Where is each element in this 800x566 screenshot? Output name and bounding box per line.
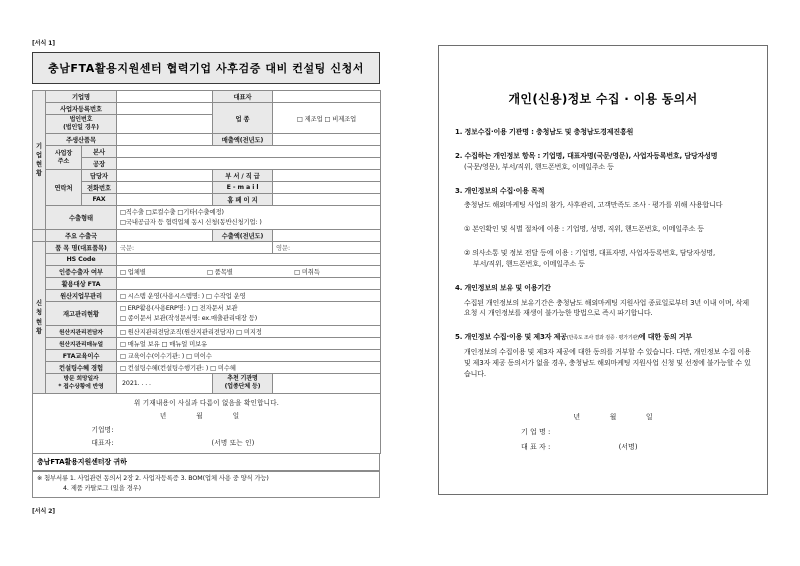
clause-5-head <box>455 332 751 343</box>
label-origin-officer: 원산지관리전담자 <box>46 325 117 337</box>
label-company-name: 기업명 <box>46 91 117 103</box>
consulting-history-options[interactable]: □ 컨설팅수혜(컨설팅수행기관: ) □ 미수혜 <box>120 364 236 372</box>
clause-3-head: 3. 개인정보의 수집·이용 목적 <box>455 186 545 195</box>
clause-4-body: 수집된 개인정보의 보유기간은 충청남도 해외마케팅 지원사업 종료일로부터 3년 이내 이며, 삭제 요청 시 개인정보를 재생이 불가능한 방법으로 즉시 파기합니다. <box>464 298 749 318</box>
label-visit-date: 방문 희망일자 * 접수상황에 반영 <box>46 373 117 393</box>
company-name-label: 기업명: <box>91 425 114 434</box>
input-manager[interactable] <box>117 170 213 182</box>
ce-option-1[interactable]: □ 업체별 <box>120 269 146 277</box>
confirm-text: 위 기재내용이 사실과 다름이 없음을 확인합니다. <box>133 398 280 407</box>
table-row <box>33 373 381 393</box>
date-line: 년 월 일 <box>159 412 254 421</box>
origin-mgmt-options[interactable]: □ 시스템 운영(사용시스템명: ) □ 수작업 운영 <box>120 293 246 301</box>
label-revenue: 매출액(전년도) <box>213 134 273 146</box>
consent-year: 년 <box>573 412 581 421</box>
form-tag-bottom: [서식 2] <box>32 508 55 516</box>
section-label-application: 신청현황 <box>33 242 46 394</box>
label-dept-position: 부 서 / 직 급 <box>213 170 273 182</box>
checkbox-group-export-type[interactable] <box>117 206 381 230</box>
label-hq: 본사 <box>82 146 117 158</box>
company-name-blank[interactable] <box>212 424 322 438</box>
label-inventory-mgmt: 재고관리현황 <box>46 302 117 326</box>
input-recommend-org[interactable] <box>273 373 381 393</box>
clause-3-body: 충청남도 해외마케팅 사업의 참가, 사후관리, 고객만족도 조사 · 평가를 위해 사용합니다 <box>464 201 723 210</box>
label-origin-mgmt: 원산지업무관리 <box>46 290 117 302</box>
label-certified-exporter: 인증수출자 여부 <box>46 266 117 278</box>
consent-clause-3 <box>455 186 751 212</box>
table-row <box>33 242 381 254</box>
label-industry: 업 종 <box>213 103 273 134</box>
table-row <box>33 134 381 146</box>
checkbox-group-consulting-history[interactable] <box>117 361 381 373</box>
table-row <box>33 158 381 170</box>
confirmation-block <box>33 394 380 453</box>
item-eng-label: 영문: <box>276 245 291 253</box>
rep-sign-row <box>33 437 380 451</box>
table-row <box>33 194 381 206</box>
input-fax[interactable] <box>117 194 213 206</box>
item-2-head: ② 의사소통 및 정보 전달 등에 이용 : 기업명, 대표자명, 사업자등록번호, 담당자성명, <box>464 249 716 258</box>
table-row <box>33 349 381 361</box>
table-row <box>33 230 381 242</box>
label-fax: FAX <box>82 194 117 206</box>
clause-4-head: 4. 개인정보의 보유 및 이용기간 <box>455 283 551 292</box>
consent-rep-label: 대 표 자 : <box>521 443 551 452</box>
label-origin-manual: 원산지관리매뉴얼 <box>46 337 117 349</box>
table-row <box>33 91 381 103</box>
item-kor-label: 국문: <box>120 245 135 253</box>
ce-option-2[interactable]: □ 품목별 <box>207 269 233 277</box>
input-target-fta[interactable] <box>117 278 381 290</box>
export-type-line1[interactable]: □직수출 □로컬수출 □기타(수출예정) <box>120 209 224 217</box>
input-corp-no[interactable] <box>117 115 213 134</box>
consent-clause-4 <box>455 283 751 320</box>
input-revenue[interactable] <box>273 134 381 146</box>
consent-rep-row <box>455 440 751 455</box>
consent-date-row <box>455 410 751 425</box>
consent-item-1 <box>455 224 751 235</box>
input-biz-reg-no[interactable] <box>117 103 213 115</box>
input-export-amount[interactable] <box>273 230 381 242</box>
label-consulting-history: 컨설팅수혜 경험 <box>46 361 117 373</box>
input-email[interactable] <box>273 182 381 194</box>
table-row <box>33 103 381 115</box>
company-sign-row <box>33 424 380 438</box>
clause-5-head-b: 에 대한 동의 거부 <box>638 333 693 342</box>
consent-signature-block <box>455 410 751 456</box>
label-export-type: 수출형태 <box>46 206 117 230</box>
input-main-product[interactable] <box>117 134 213 146</box>
clause-5-head-small: (만족도 조사 결과 검증 · 평가기관) <box>566 335 639 342</box>
clause-2-head: 2. 수집하는 개인정보 항목 : 기업명, 대표자명(국문/영문), 사업자등록번호, 담당자성명 <box>455 151 718 160</box>
form-tag-top: [서식 1] <box>32 40 55 47</box>
label-fta-education: FTA교육이수 <box>46 349 117 361</box>
table-row <box>33 361 381 373</box>
fta-education-options[interactable]: □ 교육이수(이수기관: ) □ 미이수 <box>120 352 212 360</box>
item-2-body: 부서/직위, 핸드폰번호, 이메일주소 등 <box>473 259 585 268</box>
label-export-amount: 수출액(전년도) <box>213 230 273 242</box>
clause-1-head: 1. 정보수집·이용 기관명 : 충청남도 및 충청남도경제진흥원 <box>455 128 634 136</box>
consent-clause-5 <box>455 332 751 379</box>
label-main-product: 주생산품목 <box>46 134 117 146</box>
consent-month: 월 <box>609 412 617 421</box>
table-row <box>33 182 381 194</box>
industry-options[interactable]: □ 제조업 □ 비제조업 <box>296 115 357 123</box>
input-visit-date[interactable] <box>117 373 213 393</box>
visit-date-value[interactable]: 2021. . . . <box>122 379 151 387</box>
label-contact: 연락처 <box>46 170 82 206</box>
label-address: 사업장 주소 <box>46 146 82 170</box>
table-row <box>33 146 381 158</box>
input-hs-code[interactable] <box>117 254 381 266</box>
clause-5-head-a: 5. 개인정보 수집·이용 및 제3자 제공 <box>455 333 567 342</box>
section-label-company: 기업현황 <box>33 91 46 230</box>
label-email: E - m a i l <box>213 182 273 194</box>
table-row <box>33 206 381 230</box>
label-main-export-country: 주요 수출국 <box>46 230 117 242</box>
recipient-box <box>32 454 380 471</box>
table-row <box>33 170 381 182</box>
attach-line-2: 4. 제품 카탈로그 (있을 경우) <box>63 485 141 493</box>
label-hs-code: HS Code <box>46 254 117 266</box>
table-row <box>33 290 381 302</box>
table-row <box>33 325 381 337</box>
attach-line-1: ※ 첨부서류 1. 사업관련 동의서 2장 2. 사업자등록증 3. BOM(업체 사용 중 양식 가능) <box>37 475 269 482</box>
input-dept-position[interactable] <box>273 170 381 182</box>
application-form-table <box>32 90 381 454</box>
label-recommend-org: 추천 기관명 (업종단체 등) <box>213 373 273 393</box>
input-company-name[interactable] <box>117 91 213 103</box>
input-phone[interactable] <box>117 182 213 194</box>
checkbox-group-origin-officer[interactable] <box>117 325 381 337</box>
table-row <box>33 337 381 349</box>
export-type-line2[interactable]: □국내공급자 등 협력업체 동시 신청(동반신청기업: ) <box>120 218 262 226</box>
table-row <box>33 254 381 266</box>
table-row <box>33 302 381 326</box>
input-homepage[interactable] <box>273 194 381 206</box>
table-row <box>33 393 381 453</box>
consent-day: 일 <box>645 412 653 421</box>
consent-form-sheet <box>438 45 768 495</box>
checkbox-group-origin-manual[interactable] <box>117 337 381 349</box>
label-homepage: 홈 페 이 지 <box>213 194 273 206</box>
consent-title: 개인(신용)정보 수집 · 이용 동의서 <box>508 92 698 106</box>
label-biz-reg-no: 사업자등록번호 <box>46 103 117 115</box>
checkbox-group-inventory[interactable] <box>117 302 381 326</box>
sign-note: (서명 또는 인) <box>211 439 255 448</box>
label-target-fta: 활용대상 FTA <box>46 278 117 290</box>
consent-sign-mark: (서명) <box>618 443 638 452</box>
ce-option-3[interactable]: □ 미취득 <box>294 269 320 277</box>
recipient-text: 충남FTA활용지원센터장 귀하 <box>37 458 127 466</box>
label-phone: 전화번호 <box>82 182 117 194</box>
checkbox-group-industry[interactable] <box>273 103 381 134</box>
label-factory: 공장 <box>82 158 117 170</box>
inventory-line1[interactable]: □ ERP활용(사용ERP명: ) □ 전자문서 보관 <box>120 305 238 313</box>
label-representative: 대표자 <box>213 91 273 103</box>
input-factory-address[interactable] <box>117 158 381 170</box>
table-row <box>33 278 381 290</box>
origin-officer-options[interactable]: □ 원산지관리전담조직(원산지관리전담자) □ 미지정 <box>120 328 262 336</box>
consent-clause-1 <box>455 127 751 138</box>
checkbox-group-certified-exporter[interactable] <box>117 266 381 278</box>
checkbox-group-fta-education[interactable] <box>117 349 381 361</box>
label-manager: 담당자 <box>82 170 117 182</box>
origin-manual-options[interactable]: □ 매뉴얼 보유 □ 매뉴얼 미보유 <box>120 340 208 348</box>
form-title: 충남FTA활용지원센터 협력기업 사후검증 대비 컨설팅 신청서 <box>32 52 380 84</box>
input-representative[interactable] <box>273 91 381 103</box>
clause-2-body: (국문/영문), 부서/직위, 핸드폰번호, 이메일주소 등 <box>464 162 614 171</box>
input-item-eng[interactable] <box>273 242 381 254</box>
item-1-text: ① 본인확인 및 식별 절차에 이용 : 기업명, 성명, 직위, 핸드폰번호, 이메일주소 등 <box>464 225 704 234</box>
input-item-kor[interactable] <box>117 242 273 254</box>
application-form-sheet <box>32 38 380 515</box>
attachment-list <box>33 472 379 497</box>
inventory-line2[interactable]: □ 종이문서 보관(작성문서명: ex.매출관리대장 등) <box>120 314 258 322</box>
consent-item-2 <box>455 248 751 270</box>
label-corp-no: 법인번호 (법인일 경우) <box>46 115 117 134</box>
attachment-box <box>32 471 380 498</box>
table-row <box>33 266 381 278</box>
consent-company-label: 기 업 명 : <box>521 428 551 437</box>
checkbox-group-origin-mgmt[interactable] <box>117 290 381 302</box>
rep-label: 대표자: <box>91 439 114 448</box>
input-hq-address[interactable] <box>117 146 381 158</box>
input-main-export-country[interactable] <box>117 230 213 242</box>
label-item-name: 품 목 명(대표품목) <box>46 242 117 254</box>
consent-clause-2 <box>455 151 751 173</box>
confirmation-cell <box>33 393 381 453</box>
consent-company-row <box>455 425 751 440</box>
clause-5-body: 개인정보의 수집이용 및 제3자 제공에 대한 동의를 거부할 수 있습니다. 다만, 개인정보 수집 이용 및 제3자 제공 동의서가 없을 경우, 충청남도 해외마케팅 지원사업 신청 및 선정에 불가능할 수 있습니다. <box>464 348 751 378</box>
